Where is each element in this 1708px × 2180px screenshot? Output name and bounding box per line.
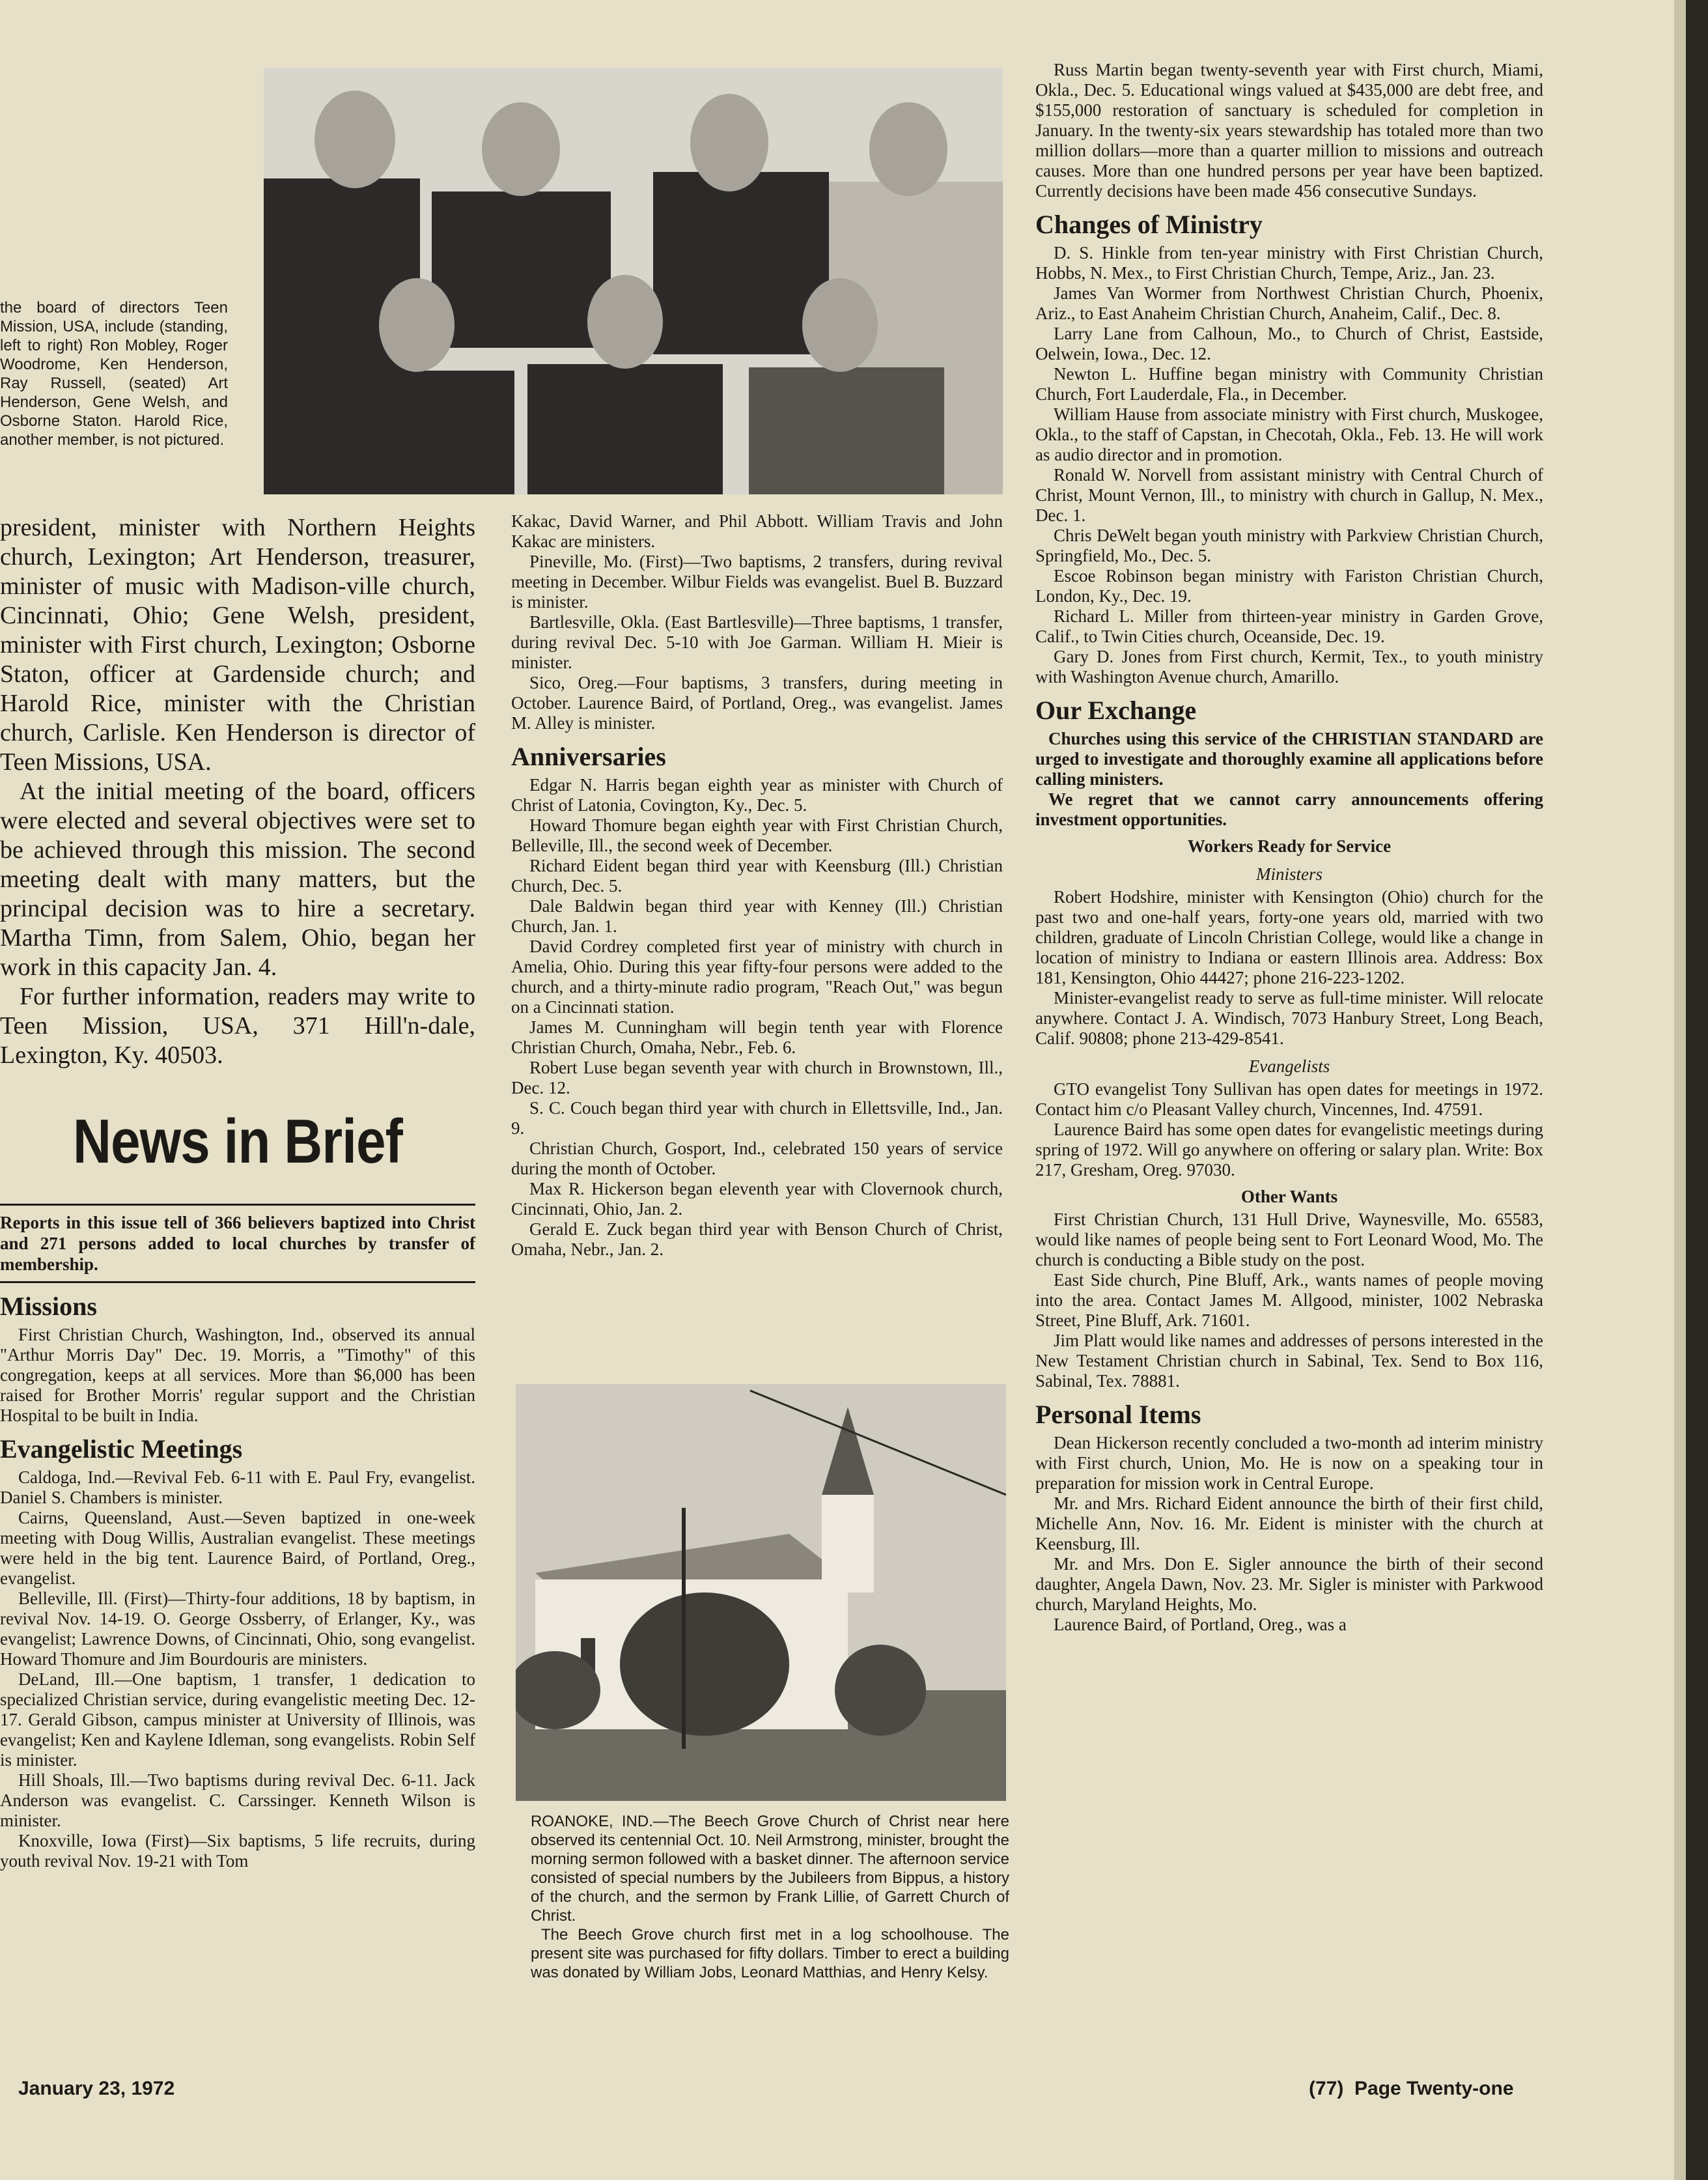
news-item: Caldoga, Ind.—Revival Feb. 6-11 with E. Paul Fry, evangelist. Daniel S. Chambers is minister.: [0, 1467, 475, 1507]
church-photo-caption: [531, 1812, 1009, 1982]
story-paragraph: president, minister with Northern Heights church, Lexington; Art Henderson, treasurer, minister of music with Madison-ville church, Cincinnati, Ohio; Gene Welsh, president, minister with First church, Lexington; Osborne Staton, officer at Gardenside church; and Harold Rice, minister with the Christian church, Carlisle. Ken Henderson is director of Teen Missions, USA.: [0, 514, 475, 776]
news-item: James M. Cunningham will begin tenth year with Florence Christian Church, Omaha, Nebr., Feb. 6.: [511, 1017, 1003, 1057]
issue-summary: Reports in this issue tell of 366 believers baptized into Christ and 271 persons added to local churches by transfer of membership.: [0, 1213, 475, 1274]
news-item: Mr. and Mrs. Don E. Sigler announce the birth of their second daughter, Angela Dawn, Nov. 23. Mr. Sigler is minister with Parkwood church, Maryland Heights, Mo.: [1035, 1554, 1543, 1614]
other-wants-heading: Other Wants: [1240, 1187, 1338, 1206]
exchange-note-text: We regret that we cannot carry announcements offering investment opportunities.: [1035, 789, 1543, 829]
news-item: East Side church, Pine Bluff, Ark., wants names of people moving into the area. Contact James M. Allgood, minister, 1002 Nebraska Street, Pine Bluff, Ark. 71601.: [1035, 1270, 1543, 1330]
news-item: Dean Hickerson recently concluded a two-month ad interim ministry with First church, Union, Mo. He is now on a speaking tour in preparation for mission work in Central Europe.: [1035, 1433, 1543, 1493]
news-item: Larry Lane from Calhoun, Mo., to Church of Christ, Eastside, Oelwein, Iowa., Dec. 12.: [1035, 324, 1543, 363]
missions-heading: Missions: [0, 1292, 97, 1321]
news-item: Edgar N. Harris began eighth year as minister with Church of Christ of Latonia, Covington, Ky., Dec. 5.: [511, 775, 1003, 815]
board-photo-caption: the board of directors Teen Mission, USA, include (standing, left to right) Ron Mobley, Roger Woodrome, Ken Henderson, Ray Russell, (seated) Art Henderson, Gene Welsh, and Osborne Staton. Harold Rice, another member, is not pictured.: [0, 299, 228, 449]
news-item: Gerald E. Zuck began third year with Benson Church of Christ, Omaha, Nebr., Jan. 2.: [511, 1219, 1003, 1259]
caption-paragraph: ROANOKE, IND.—The Beech Grove Church of Christ near here observed its centennial Oct. 10. Neil Armstrong, minister, brought the morning sermon followed with a basket dinner. The afternoon service consisted of special numbers by the Jubileers from Bippus, a history of the church, and the sermon by Frank Lillie, of Garrett Church of Christ.: [531, 1813, 1009, 1925]
our-exchange-heading: Our Exchange: [1035, 696, 1197, 725]
beech-grove-church-photo: [516, 1384, 1006, 1801]
news-item: Minister-evangelist ready to serve as full-time minister. Will relocate anywhere. Contact J. A. Windisch, 7073 Hanbury Street, Long Beach, Calif. 90808; phone 213-429-8541.: [1035, 988, 1543, 1048]
divider: [0, 1281, 475, 1283]
divider: [0, 1204, 475, 1206]
news-item: Chris DeWelt began youth ministry with Parkview Christian Church, Springfield, Mo., Dec. 5.: [1035, 526, 1543, 565]
ministers-subheading: Ministers: [1255, 864, 1323, 884]
column-left: [0, 513, 475, 1871]
news-item: Newton L. Huffine began ministry with Community Christian Church, Fort Lauderdale, Fla., in December.: [1035, 364, 1543, 404]
page-edge-shadow: [1674, 0, 1686, 2180]
evangelistic-meetings-heading: Evangelistic Meetings: [0, 1434, 243, 1464]
news-item: David Cordrey completed first year of ministry with church in Amelia, Ohio. During this year fifty-four persons were added to the church, and a thirty-minute radio program, "Reach Out," was begun on a Cincinnati station.: [511, 937, 1003, 1017]
news-item: First Christian Church, Washington, Ind., observed its annual "Arthur Morris Day" Dec. 19. Morris, a "Timothy" of this congregation, keeps at all services. More than $6,000 has been raised for Brother Morris' regular support and the Christian Hospital to be built in India.: [0, 1325, 475, 1425]
story-paragraph: For further information, readers may write to Teen Mission, USA, 371 Hill'n-dale, Lexington, Ky. 40503.: [0, 983, 475, 1069]
news-item: Robert Luse began seventh year with church in Brownstown, Ill., Dec. 12.: [511, 1058, 1003, 1097]
church-photo-illustration: [516, 1384, 1006, 1801]
news-item: Dale Baldwin began third year with Kenney (Ill.) Christian Church, Jan. 1.: [511, 896, 1003, 936]
exchange-note: [1035, 729, 1543, 830]
changes-of-ministry-heading: Changes of Ministry: [1035, 210, 1263, 239]
news-item: Gary D. Jones from First church, Kermit, Tex., to youth ministry with Washington Avenue church, Amarillo.: [1035, 647, 1543, 687]
teen-mission-story: [0, 513, 475, 1070]
news-item: GTO evangelist Tony Sullivan has open dates for meetings in 1972. Contact him c/o Pleasant Valley church, Vincennes, Ind. 47591.: [1035, 1079, 1543, 1119]
news-item: DeLand, Ill.—One baptism, 1 transfer, 1 dedication to specialized Christian service, during evangelistic meeting Dec. 12-17. Gerald Gibson, campus minister at University of Illinois, was evangelist; Ken and Kaylene Idleman, song evangelists. Robin Self is minister.: [0, 1669, 475, 1770]
news-item: Mr. and Mrs. Richard Eident announce the birth of their first child, Michelle Ann, Nov. 16. Mr. Eident is minister with the church at Keensburg, Ill.: [1035, 1493, 1543, 1553]
caption-paragraph: The Beech Grove church first met in a log schoolhouse. The present site was purchased for fifty dollars. Timber to erect a building was donated by William Jobs, Leonard Matthias, and Henry Kelsy.: [531, 1926, 1009, 1981]
news-item: Jim Platt would like names and addresses of persons interested in the New Testament Christian church in Sabinal, Tex. Send to Box 116, Sabinal, Tex. 78881.: [1035, 1331, 1543, 1391]
news-item: Knoxville, Iowa (First)—Six baptisms, 5 life recruits, during youth revival Nov. 19-21 with Tom: [0, 1831, 475, 1871]
news-item: Bartlesville, Okla. (East Bartlesville)—Three baptisms, 1 transfer, during revival Dec. 5-10 with Joe Garman. William H. Mieir is minister.: [511, 612, 1003, 672]
story-paragraph: At the initial meeting of the board, officers were elected and several objectives were set to be achieved through this mission. The second meeting dealt with many matters, but the principal decision was to hire a secretary. Martha Timn, from Salem, Ohio, began her work in this capacity Jan. 4.: [0, 778, 475, 981]
column-middle: [511, 511, 1003, 1260]
news-item: Laurence Baird, of Portland, Oreg., was a: [1054, 1615, 1347, 1634]
news-item: Belleville, Ill. (First)—Thirty-four additions, 18 by baptism, in revival Nov. 14-19. O. George Ossberry, of Erlanger, Ky., was evangelist; Lawrence Downs, of Cincinnati, Ohio, song evangelist. Howard Thomure and Jim Bourdouris are ministers.: [0, 1589, 475, 1669]
news-item: Hill Shoals, Ill.—Two baptisms during revival Dec. 6-11. Jack Anderson was evangelist. C. Carssinger. Kenneth Wilson is minister.: [0, 1770, 475, 1830]
news-item: S. C. Couch began third year with church in Ellettsville, Ind., Jan. 9.: [511, 1098, 1003, 1138]
news-item: Cairns, Queensland, Aust.—Seven baptized in one-week meeting with Doug Willis, Australian evangelist. These meetings were held in the big tent. Laurence Baird, of Portland, Oreg., evangelist.: [0, 1508, 475, 1588]
news-item: Sico, Oreg.—Four baptisms, 3 transfers, during meeting in October. Laurence Baird, of Portland, Oreg., was evangelist. James M. Alley is minister.: [511, 673, 1003, 733]
workers-ready-heading: Workers Ready for Service: [1187, 836, 1392, 856]
news-item: James Van Wormer from Northwest Christian Church, Phoenix, Ariz., to East Anaheim Christian Church, Anaheim, Calif., Dec. 8.: [1035, 283, 1543, 323]
news-item: Ronald W. Norvell from assistant ministry with Central Church of Christ, Mount Vernon, Ill., to ministry with church in Gallup, N. Mex., Dec. 1.: [1035, 465, 1543, 525]
personal-items-heading: Personal Items: [1035, 1400, 1201, 1429]
footer-page-number: (77) Page Twenty-one: [1309, 2078, 1514, 2099]
news-item: Richard Eident began third year with Keensburg (Ill.) Christian Church, Dec. 5.: [511, 856, 1003, 896]
news-in-brief-heading: News in Brief: [73, 1107, 402, 1176]
news-item: Laurence Baird has some open dates for evangelistic meetings during spring of 1972. Will go anywhere on offering or salary plan. Write: Box 217, Gresham, Oreg. 97030.: [1035, 1120, 1543, 1180]
column-right: [1035, 60, 1543, 1635]
evangelists-subheading: Evangelists: [1248, 1056, 1330, 1076]
book-binding: [1686, 0, 1708, 2180]
news-item: D. S. Hinkle from ten-year ministry with First Christian Church, Hobbs, N. Mex., to First Christian Church, Tempe, Ariz., Jan. 23.: [1035, 243, 1543, 283]
news-item: Pineville, Mo. (First)—Two baptisms, 2 transfers, during revival meeting in December. Wilbur Fields was evangelist. Buel B. Buzzard is minister.: [511, 552, 1003, 612]
footer-date: January 23, 1972: [18, 2078, 175, 2099]
news-item: Escoe Robinson began ministry with Fariston Christian Church, London, Ky., Dec. 19.: [1035, 566, 1543, 606]
news-item: First Christian Church, 131 Hull Drive, Waynesville, Mo. 65583, would like names of people being sent to Fort Leonard Wood, Mo. The church is conducting a Bible study on the post.: [1035, 1210, 1543, 1269]
news-item: William Hause from associate ministry with First church, Muskogee, Okla., to the staff of Capstan, in Checotah, Okla., Feb. 13. He will work as audio director and in promotion.: [1035, 404, 1543, 464]
news-item: Kakac, David Warner, and Phil Abbott. William Travis and John Kakac are ministers.: [511, 511, 1003, 551]
group-photo-illustration: [264, 68, 1003, 494]
news-item: Richard L. Miller from thirteen-year ministry in Garden Grove, Calif., to Twin Cities church, Oceanside, Dec. 19.: [1035, 606, 1543, 646]
news-item: Howard Thomure began eighth year with First Christian Church, Belleville, Ill., the second week of December.: [511, 815, 1003, 855]
anniversaries-heading: Anniversaries: [511, 742, 666, 771]
news-item: Robert Hodshire, minister with Kensington (Ohio) church for the past two and one-half years, forty-one years old, married with two children, graduate of Lincoln Christian College, would like a change in location of ministry to Indiana or eastern Illinois area. Address: Box 181, Kensington, Ohio 44427; phone 216-223-1202.: [1035, 887, 1543, 987]
news-item: Russ Martin began twenty-seventh year with First church, Miami, Okla., Dec. 5. Educational wings valued at $435,000 are debt free, and $155,000 restoration of sanctuary is scheduled for completion in January. In the twenty-six years stewardship has totaled more than two million dollars—more than a quarter million to missions and outreach causes. More than one hundred persons per year have been baptized. Currently decisions have been made 456 consecutive Sundays.: [1035, 60, 1543, 201]
news-item: Christian Church, Gosport, Ind., celebrated 150 years of service during the month of October.: [511, 1139, 1003, 1178]
board-of-directors-photo: [264, 68, 1003, 494]
news-item: Max R. Hickerson began eleventh year with Clovernook church, Cincinnati, Ohio, Jan. 2.: [511, 1179, 1003, 1219]
exchange-note-text: Churches using this service of the CHRISTIAN STANDARD are urged to investigate and thoroughly examine all applications before calling ministers.: [1035, 729, 1543, 789]
